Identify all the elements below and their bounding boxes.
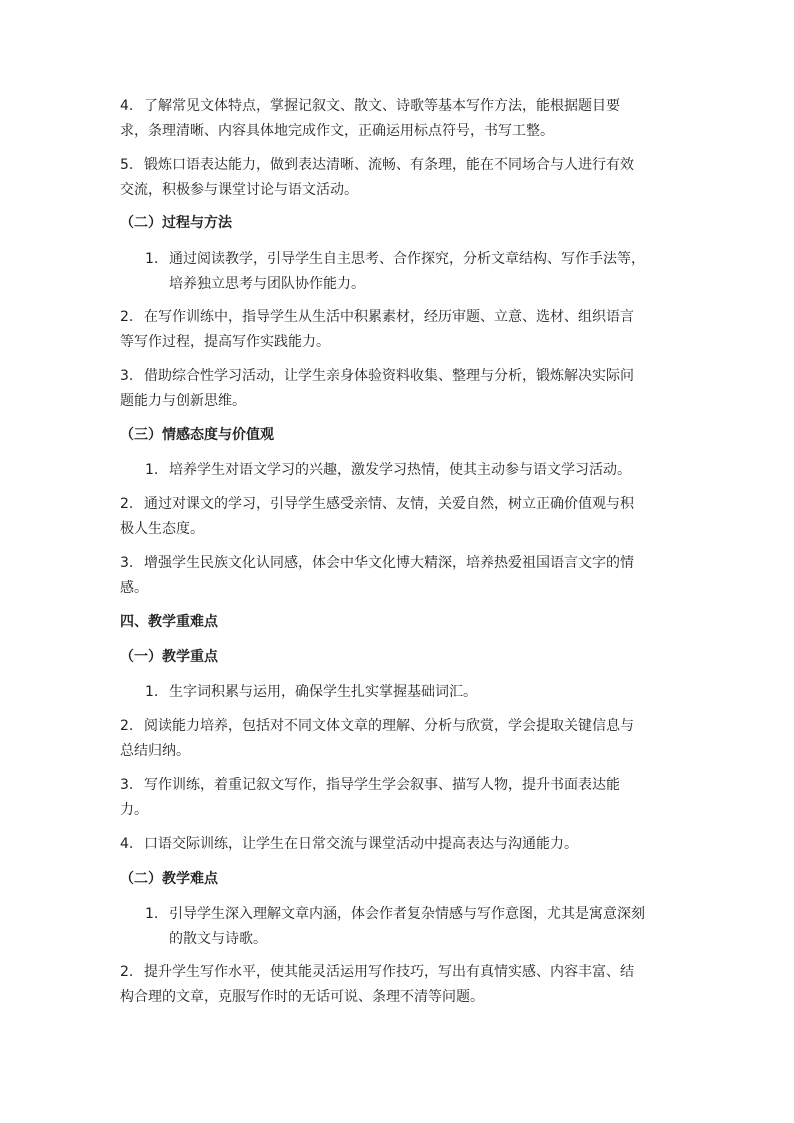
section-heading: （一）教学重点 [120,649,218,665]
item-text-line: 题能力与创新思维。 [120,393,246,409]
item-number: 4. [120,836,134,852]
item-text-line: 构合理的文章，克服写作时的无话可说、条理不清等问题。 [120,989,484,1005]
item-text-line: 引导学生深入理解文章内涵，体会作者复杂情感与写作意图，尤其是寓意深刻 [169,906,645,922]
section-heading: （二）过程与方法 [120,215,232,231]
item-text-line: 通过对课文的学习，引导学生感受亲情、友情，关爱自然，树立正确价值观与积 [144,496,634,512]
item-number: 1. [145,684,159,700]
item-text-line: 等写作过程，提高写作实践能力。 [120,334,330,350]
paragraph-item [120,94,680,144]
item-text-line: 总结归纳。 [120,743,190,759]
item-text-line: 提升学生写作水平，使其能灵活运用写作技巧，写出有真情实感、内容丰富、结 [144,964,634,980]
paragraph-item [145,680,670,705]
item-text-line: 交流，积极参与课堂讨论与语文活动。 [120,182,358,198]
item-text-line: 阅读能力培养，包括对不同文体文章的理解、分析与欣赏，学会提取关键信息与 [144,718,634,734]
item-number: 3. [120,368,134,384]
paragraph-item [120,773,680,823]
item-number: 4. [120,98,134,114]
section-heading: （三）情感态度与价值观 [120,427,274,443]
item-text-line: 增强学生民族文化认同感，体会中华文化博大精深，培养热爱祖国语言文字的情 [144,555,634,571]
paragraph-item [120,832,680,857]
paragraph-item [120,153,680,203]
item-text-line: 力。 [120,802,148,818]
item-text-line: 培养学生对语文学习的兴趣，激发学习热情，使其主动参与语文学习活动。 [169,462,631,478]
item-number: 1. [145,906,159,922]
item-text-line: 感。 [120,580,148,596]
item-number: 1. [145,462,159,478]
section-heading: （二）教学难点 [120,871,218,887]
item-number: 2. [120,496,134,512]
item-text-line: 培养独立思考与团队协作能力。 [169,276,365,292]
paragraph-item [145,458,670,483]
item-number: 1. [145,251,159,267]
item-text-line: 了解常见文体特点，掌握记叙文、散文、诗歌等基本写作方法，能根据题目要 [144,98,620,114]
paragraph-item [120,960,680,1010]
paragraph-item [145,902,670,952]
item-text-line: 求，条理清晰、内容具体地完成作文，正确运用标点符号，书写工整。 [120,123,554,139]
item-number: 2. [120,964,134,980]
item-text-line: 借助综合性学习活动，让学生亲身体验资料收集、整理与分析，锻炼解决实际问 [144,368,634,384]
item-number: 3. [120,777,134,793]
paragraph-item [120,492,680,542]
paragraph-item [145,247,670,297]
item-text-line: 极人生态度。 [120,521,204,537]
item-text-line: 写作训练，着重记叙文写作，指导学生学会叙事、描写人物，提升书面表达能 [144,777,620,793]
item-number: 5. [120,157,134,173]
item-text-line: 生字词积累与运用，确保学生扎实掌握基础词汇。 [169,684,477,700]
section-heading: 四、教学重难点 [120,614,218,630]
item-text-line: 的散文与诗歌。 [169,931,267,947]
item-text-line: 口语交际训练，让学生在日常交流与课堂活动中提高表达与沟通能力。 [144,836,578,852]
item-number: 2. [120,309,134,325]
item-text-line: 通过阅读教学，引导学生自主思考、合作探究，分析文章结构、写作手法等， [169,251,645,267]
item-number: 3. [120,555,134,571]
item-text-line: 在写作训练中，指导学生从生活中积累素材，经历审题、立意、选材、组织语言 [144,309,634,325]
item-text-line: 锻炼口语表达能力，做到表达清晰、流畅、有条理，能在不同场合与人进行有效 [144,157,634,173]
item-number: 2. [120,718,134,734]
paragraph-item [120,305,680,355]
paragraph-item [120,551,680,601]
paragraph-item [120,714,680,764]
paragraph-item [120,364,680,414]
